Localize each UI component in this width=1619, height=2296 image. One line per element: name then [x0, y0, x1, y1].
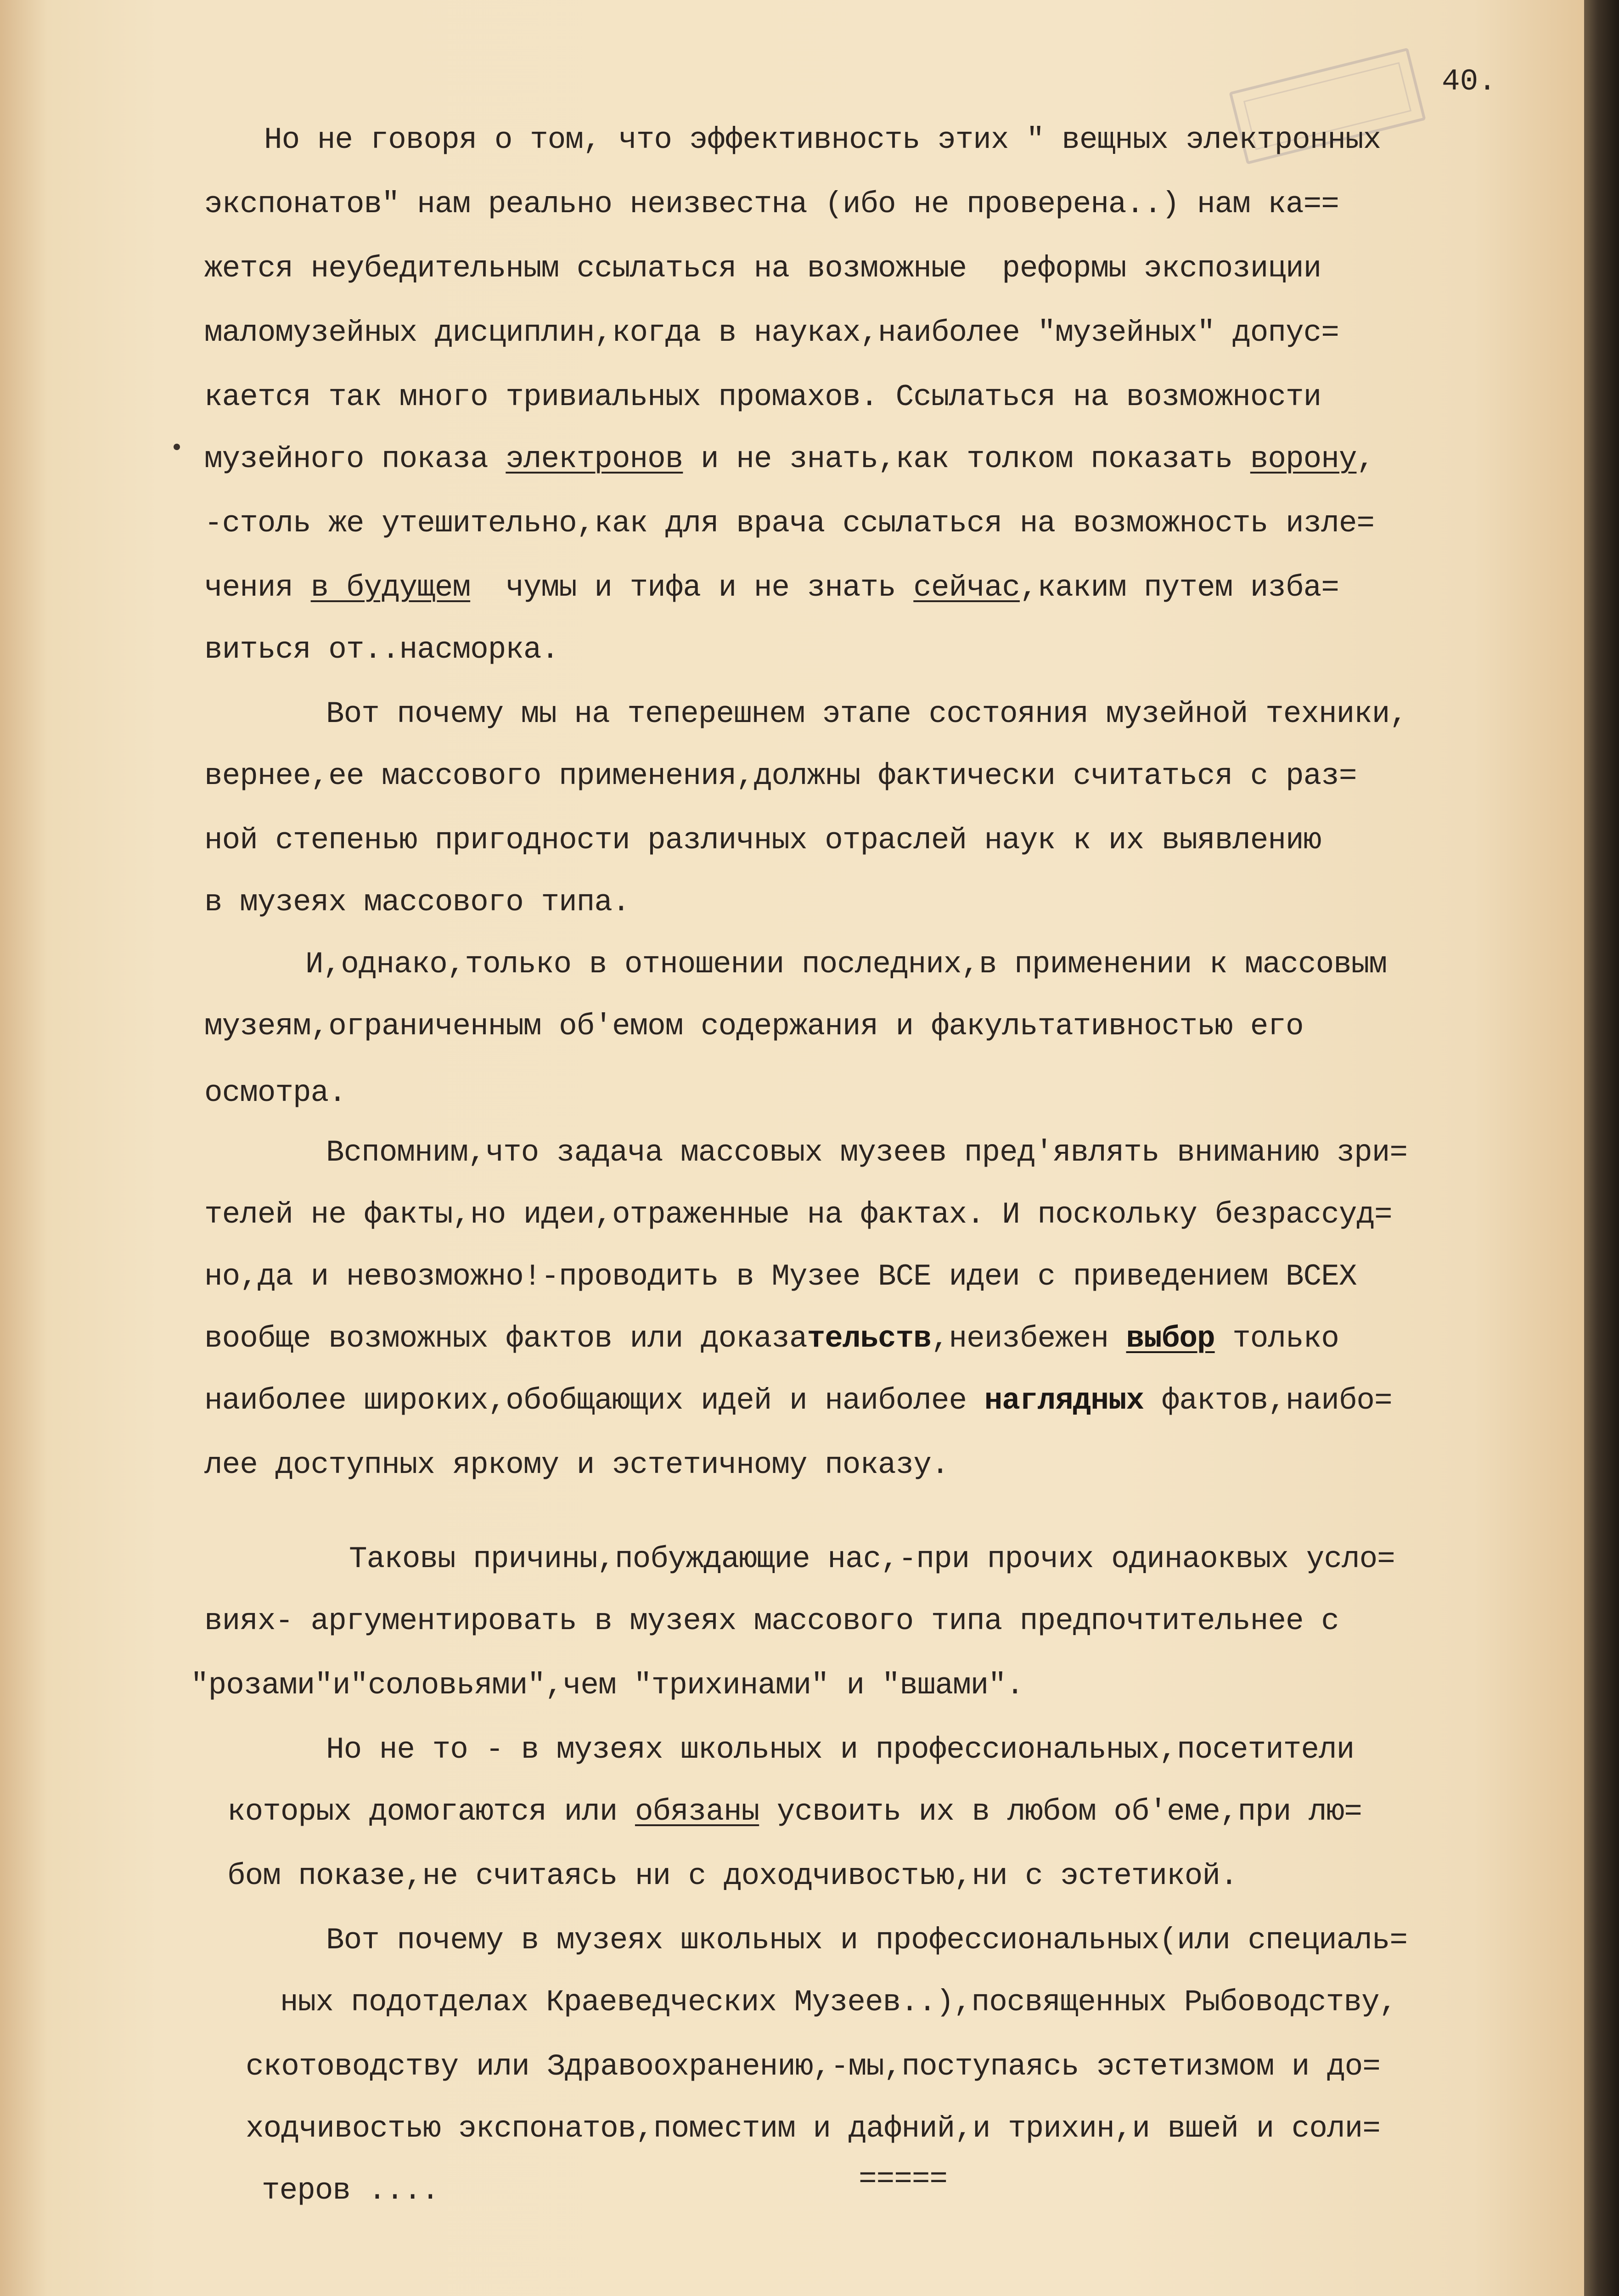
text-line: наиболее широких,обобщающих идей и наиболее наглядных фактов,наибо=: [204, 1383, 1392, 1418]
underlined-word: ворону: [1250, 442, 1357, 476]
text-line: теров ....: [262, 2173, 439, 2208]
text-line: чения в будущем чумы и тифа и не знать сейчас,каким путем изба=: [204, 570, 1339, 605]
text-line: которых домогаются или обязаны усвоить их в любом об'еме,при лю=: [227, 1794, 1362, 1829]
page-edge: [1584, 0, 1619, 2296]
text-line: музейного показа электронов и не знать,как толком показать ворону,: [204, 442, 1375, 476]
text-line: маломузейных дисциплин,когда в науках,наиболее "музейных" допус=: [204, 316, 1339, 350]
overtyped-word: тельств: [807, 1321, 931, 1356]
text-line: виться от..насморка.: [204, 632, 559, 667]
text-line: ходчивостью экспонатов,поместим и дафний,и трихин,и вшей и соли=: [246, 2111, 1380, 2146]
text-line: ных подотделах Краеведческих Музеев..),посвященных Рыбоводству,: [280, 1985, 1397, 2020]
overtyped-word: наглядных: [984, 1383, 1144, 1418]
text-line: лее доступных яркому и эстетичному показу.: [204, 1448, 949, 1482]
text-line: Вспомним,что задача массовых музеев пред'являть вниманию зри=: [326, 1135, 1407, 1170]
text-line: музеям,ограниченным об'емом содержания и факультативностью его: [204, 1009, 1304, 1044]
text-line: но,да и невозможно!-проводить в Музее ВСЕ идеи с приведением ВСЕХ: [204, 1259, 1357, 1294]
text-line: Но не то - в музеях школьных и профессиональных,посетители: [326, 1732, 1355, 1767]
text-line: Вот почему в музеях школьных и профессиональных(или специаль=: [326, 1923, 1407, 1958]
text-line: бом показе,не считаясь ни с доходчивостью,ни с эстетикой.: [227, 1859, 1238, 1893]
underlined-word: в будущем: [310, 570, 471, 605]
text-line: экспонатов" нам реально неизвестна (ибо не проверена..) нам ка==: [204, 187, 1339, 221]
text-line: ной степенью пригодности различных отраслей наук к их выявлению: [204, 823, 1321, 857]
text-line: И,однако,только в отношении последних,в применении к массовым: [305, 947, 1387, 982]
underlined-word: электронов: [506, 442, 683, 476]
text-line: Таковы причины,побуждающие нас,-при прочих одинаоквых усло=: [349, 1542, 1395, 1576]
text-line: Но не говоря о том, что эффективность этих " вещных электронных: [264, 123, 1381, 157]
page-number: 40.: [1442, 64, 1496, 99]
text-line: Вот почему мы на теперешнем этапе состояния музейной техники,: [326, 697, 1407, 731]
text-line: виях- аргументировать в музеях массового типа предпочтительнее с: [204, 1604, 1339, 1638]
text-line: -столь же утешительно,как для врача ссылаться на возможность изле=: [204, 506, 1375, 541]
text-line: скотоводству или Здравоохранению,-мы,поступаясь эстетизмом и до=: [246, 2049, 1380, 2084]
text-line: кается так много тривиальных промахов. Ссылаться на возможности: [204, 380, 1321, 414]
underlined-word: обязаны: [635, 1794, 759, 1829]
text-line: вернее,ее массового применения,должны фактически считаться с раз=: [204, 759, 1357, 793]
margin-mark: [174, 444, 180, 450]
end-mark: =====: [859, 2162, 948, 2196]
text-line: в музеях массового типа.: [204, 885, 630, 920]
text-line: вообще возможных фактов или доказательств,неизбежен выбор только: [204, 1321, 1339, 1356]
text-line: осмотра.: [204, 1076, 346, 1110]
text-line: жется неубедительным ссылаться на возможные реформы экспозиции: [204, 251, 1321, 286]
underlined-word: сейчас: [913, 570, 1020, 605]
text-line: "розами"и"соловьями",чем "трихинами" и "вшами".: [191, 1668, 1024, 1703]
text-line: телей не факты,но идеи,отраженные на фактах. И поскольку безрассуд=: [204, 1197, 1392, 1232]
underlined-word: выбор: [1126, 1321, 1215, 1356]
